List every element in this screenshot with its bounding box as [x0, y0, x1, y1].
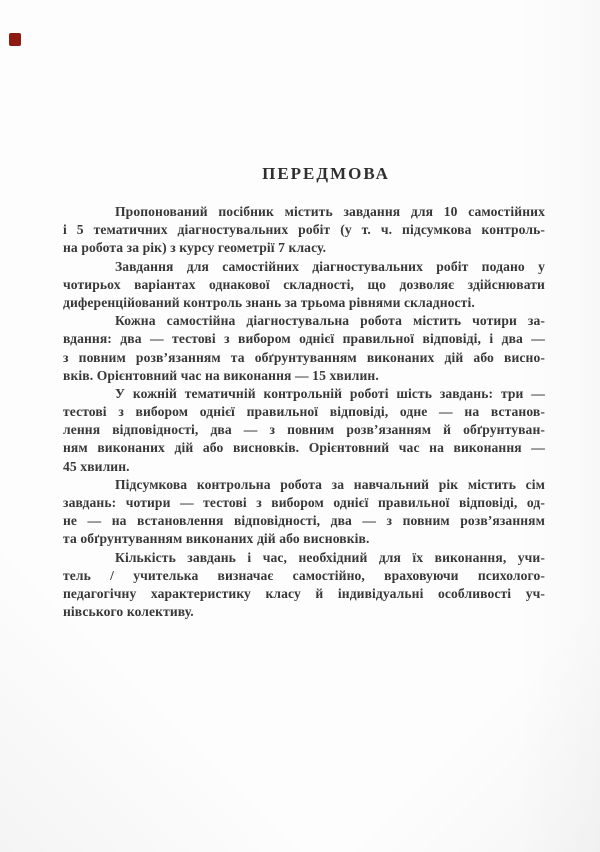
text-line: Пропонований посібник містить завдання для 10 самостійних	[115, 204, 545, 219]
red-square-marker	[9, 33, 21, 46]
text-line: ням виконаних дій або висновків. Орієнтовний час на виконання —	[63, 440, 545, 456]
text-line: завдань: чотири — тестові з вибором однієї правильної відповіді, од-	[63, 495, 545, 510]
text-line: вдання: два — тестові з вибором однієї правильної відповіді, і два —	[63, 331, 545, 347]
page-title: ПЕРЕДМОВА	[262, 164, 390, 183]
text-line: У кожній тематичній контрольній роботі шість завдань: три —	[115, 385, 545, 401]
text-line: вків. Орієнтовний час на виконання — 15 хвилин.	[63, 367, 379, 383]
text-line: лення відповідності, два — з повним розв’язанням й обґрунтуван-	[63, 422, 545, 438]
text-line: 45 хвилин.	[63, 458, 130, 474]
text-line: Кількість завдань і час, необхідний для їх виконання, учи-	[115, 549, 545, 565]
text-line: і 5 тематичних діагностувальних робіт (у т. ч. підсумкова контроль-	[63, 222, 545, 238]
text-line: з повним розв’язанням та обґрунтуванням виконаних дій або висно-	[63, 349, 545, 365]
text-line: тель / учителька визначає самостійно, враховуючи психолого-	[63, 567, 545, 583]
paragraph	[63, 312, 545, 385]
text-line: на робота за рік) з курсу геометрії 7 класу.	[63, 240, 327, 256]
text-line: чотирьох варіантах однакової складності, що дозволяє здійснювати	[63, 276, 545, 292]
preface-body	[63, 203, 545, 621]
paragraph	[63, 476, 545, 549]
paragraph	[63, 203, 545, 258]
text-line: Кожна самостійна діагностувальна робота містить чотири за-	[115, 313, 545, 329]
text-line: нівського колективу.	[63, 604, 194, 620]
paragraph	[63, 549, 545, 622]
text-line: та обґрунтуванням виконаних дій або висновків.	[63, 531, 370, 547]
text-line: тестові з вибором однієї правильної відповіді, одне — на встанов-	[63, 404, 545, 420]
text-line: диференційований контроль знань за трьома рівнями складності.	[63, 294, 475, 310]
paragraph	[63, 258, 545, 313]
text-line: Завдання для самостійних діагностувальних робіт подано у	[115, 258, 545, 274]
text-line: педагогічну характеристику класу й індивідуальні особливості уч-	[63, 585, 545, 601]
paragraph	[63, 385, 545, 476]
text-line: не — на встановлення відповідності, два — з повним розв’язанням	[63, 513, 545, 529]
text-line: Підсумкова контрольна робота за навчальний рік містить сім	[115, 476, 545, 492]
